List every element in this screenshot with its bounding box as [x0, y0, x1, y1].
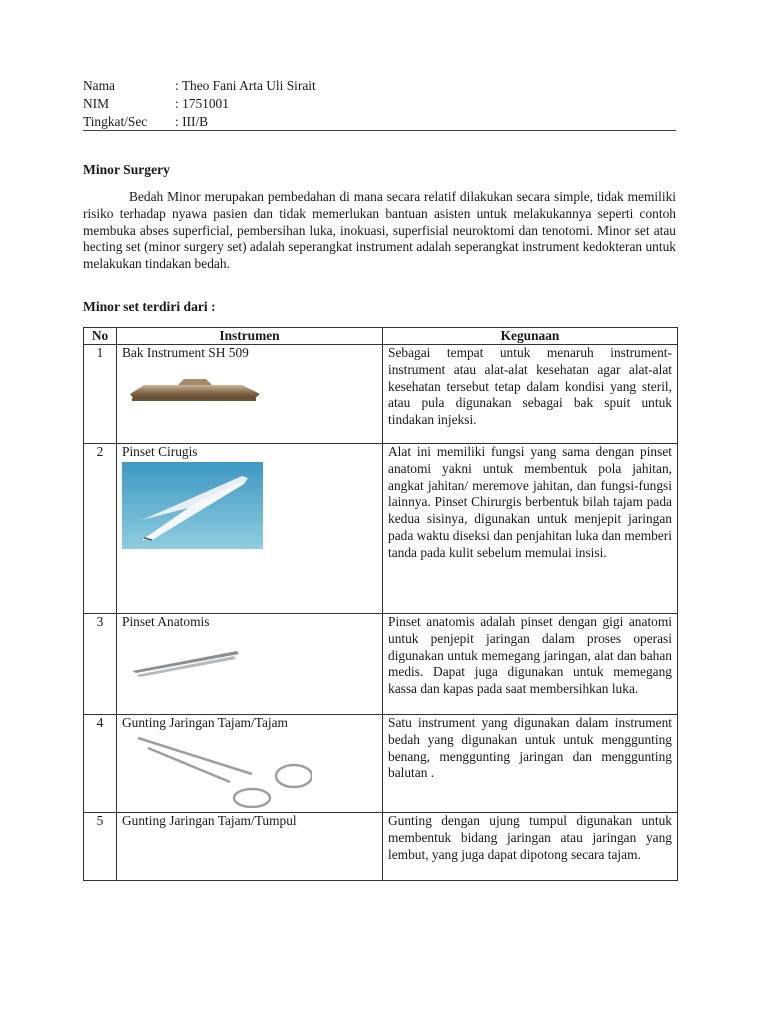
instrument-cell — [117, 614, 383, 715]
table-row — [84, 444, 678, 614]
table-row — [84, 813, 678, 881]
nim-label: NIM — [83, 96, 110, 111]
section-title: Minor Surgery — [83, 162, 170, 177]
intro-paragraph: Bedah Minor merupakan pembedahan di mana secara relatif dilakukan secara simple, tidak memiliki risiko terhadap nyawa pasien dan tidak memerlukan bantuan asisten untuk melakukannya seperti contoh membuka abses superficial, pembersihan luka, inokuasi, superfisial neuroktomi dan tenotomi. Minor set atau hecting set (minor surgery set) adalah seperangkat instrument adalah seperangkat instrument kedokteran untuk melakukan tindakan bedah. — [83, 189, 676, 272]
anatomical-forceps-image — [122, 637, 252, 687]
instrument-name: Gunting Jaringan Tajam/Tumpul — [122, 813, 297, 828]
level-label: Tingkat/Sec — [83, 114, 148, 129]
row-number: 5 — [84, 813, 117, 881]
instrument-tray-image — [122, 368, 267, 418]
row-number: 3 — [84, 614, 117, 715]
table-header-row — [84, 328, 678, 345]
instrument-cell — [117, 715, 383, 813]
header-no: No — [84, 328, 117, 345]
table-row — [84, 614, 678, 715]
usage-cell: Sebagai tempat untuk menaruh instrument-instrument atau alat-alat kesehatan agar alat-alat kesehatan tersebut tetap dalam kondisi yang steril, atau pula digunakan sebagai bak spuit untuk tindakan injeksi. — [383, 345, 678, 444]
instrument-cell — [117, 345, 383, 444]
instrument-cell — [117, 444, 383, 614]
instrument-name: Bak Instrument SH 509 — [122, 345, 249, 360]
usage-cell: Pinset anatomis adalah pinset dengan gigi anatomi untuk penjepit jaringan dalam proses operasi digunakan untuk memegang jaringan, alat dan bahan medis. Dapat juga digunakan untuk memegang kassa dan kapas pada saat membersihkan luka. — [383, 614, 678, 715]
student-nim-row — [83, 95, 676, 113]
usage-cell: Satu instrument yang digunakan dalam instrument bedah yang digunakan untuk untuk menggunting benang, menggunting jaringan dan menggunting balutan . — [383, 715, 678, 813]
surgical-forceps-image — [122, 462, 263, 549]
level-value: : III/B — [175, 114, 209, 129]
name-value: : Theo Fani Arta Uli Sirait — [175, 78, 316, 93]
student-info — [83, 77, 676, 131]
list-title: Minor set terdiri dari : — [83, 299, 216, 314]
student-level-row — [83, 113, 676, 131]
nim-value: : 1751001 — [175, 96, 229, 111]
usage-cell: Alat ini memiliki fungsi yang sama dengan pinset anatomi yakni untuk membentuk pola jahitan, angkat jahitan/ meremove jahitan, dan fungsi-fungsi lainnya. Pinset Chirurgis berbentuk bilah tajam pada kedua sisinya, digunakan untuk menjepit jaringan pada waktu diseksi dan penjahitan luka dan memberi tanda pada kulit sebelum memulai insisi. — [383, 444, 678, 614]
table-row — [84, 715, 678, 813]
sharp-scissors-image — [122, 732, 312, 808]
instrument-name: Pinset Cirugis — [122, 444, 198, 459]
instrument-cell — [117, 813, 383, 881]
row-number: 4 — [84, 715, 117, 813]
header-instrument: Instrumen — [117, 328, 383, 345]
instrument-table — [83, 327, 678, 881]
header-divider — [83, 130, 676, 131]
student-name-row — [83, 77, 676, 95]
instrument-name: Gunting Jaringan Tajam/Tajam — [122, 715, 288, 730]
name-label: Nama — [83, 78, 115, 93]
instrument-name: Pinset Anatomis — [122, 614, 210, 629]
header-usage: Kegunaan — [383, 328, 678, 345]
usage-cell: Gunting dengan ujung tumpul digunakan untuk membentuk bidang jaringan atau jaringan yang lembut, yang juga dapat dipotong secara tajam. — [383, 813, 678, 881]
row-number: 2 — [84, 444, 117, 614]
table-row — [84, 345, 678, 444]
row-number: 1 — [84, 345, 117, 444]
